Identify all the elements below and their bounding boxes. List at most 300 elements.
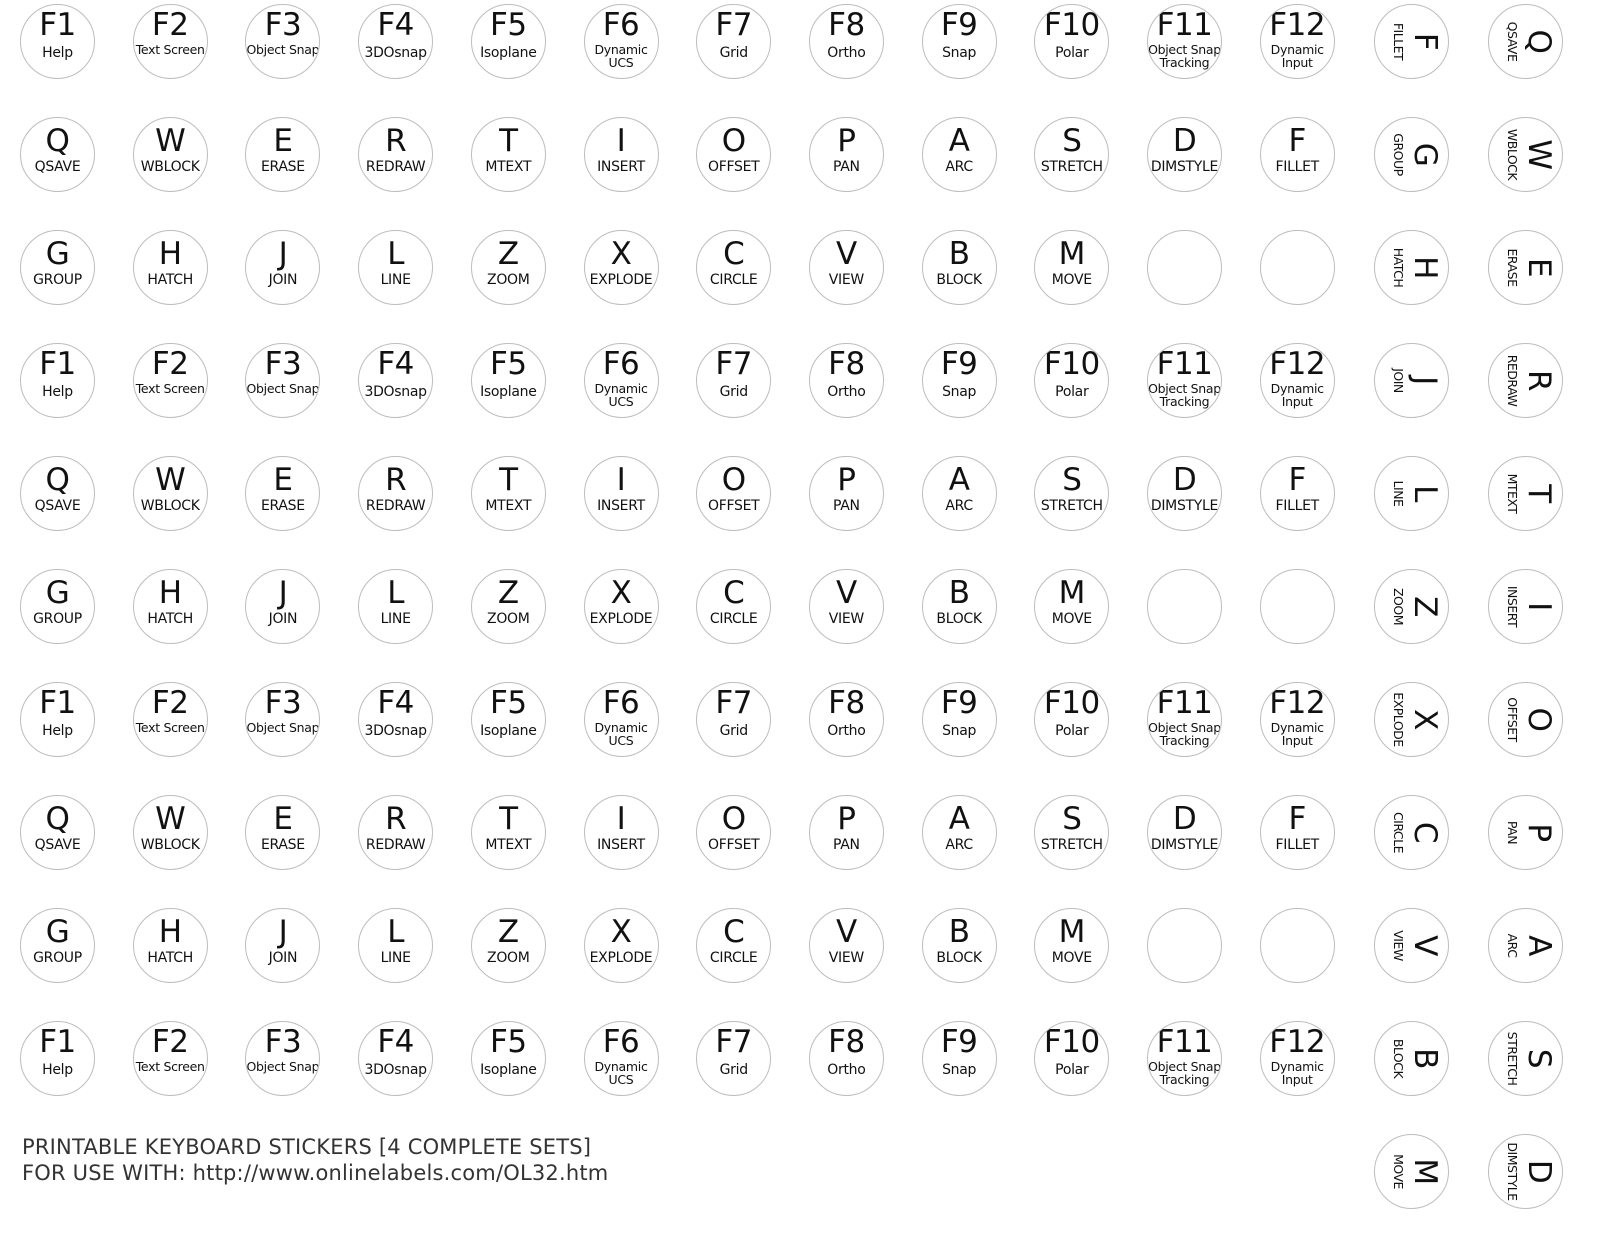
key-letter: F10 [1043, 1024, 1100, 1060]
command-label: OFFSET [708, 498, 760, 514]
key-sticker-f3 [245, 343, 320, 418]
key-sticker-j [1374, 343, 1449, 418]
command-label: DIMSTYLE [1150, 837, 1219, 853]
command-label: REDRAW [365, 498, 426, 514]
command-label: INSERT [1505, 585, 1520, 628]
key-sticker-f10 [1034, 682, 1109, 757]
key-sticker-f12 [1260, 343, 1335, 418]
key-sticker-r [358, 117, 433, 192]
key-letter: C [723, 236, 745, 272]
key-sticker-e [1488, 230, 1563, 305]
command-label: FILLET [1275, 498, 1319, 514]
key-letter: F11 [1156, 685, 1213, 721]
key-letter: F4 [377, 1024, 414, 1060]
key-letter: F1 [39, 346, 76, 382]
command-label: Dynamic Input [1270, 42, 1324, 70]
key-letter: D [1521, 1159, 1557, 1184]
key-letter: F [1407, 32, 1443, 51]
key-letter: F5 [490, 1024, 527, 1060]
key-sticker-f [1374, 4, 1449, 79]
key-letter: F6 [602, 685, 640, 721]
key-sticker-o [1488, 682, 1563, 757]
key-sticker-b [922, 908, 997, 983]
command-label: OFFSET [1505, 697, 1520, 742]
key-letter: F6 [602, 346, 640, 382]
key-letter: F2 [151, 346, 189, 382]
blank-sticker [1147, 230, 1222, 305]
key-sticker-t [471, 795, 546, 870]
command-label: ZOOM [487, 272, 530, 288]
key-sticker-j [245, 569, 320, 644]
command-label: Ortho [827, 384, 866, 400]
key-letter: W [1521, 139, 1557, 170]
key-sticker-p [809, 456, 884, 531]
command-label: INSERT [597, 837, 645, 853]
key-sticker-e [245, 117, 320, 192]
command-label: EXPLODE [589, 950, 653, 966]
key-sticker-d [1488, 1134, 1563, 1209]
key-sticker-f1 [20, 4, 95, 79]
command-label: QSAVE [1505, 21, 1520, 62]
key-letter: F7 [715, 346, 752, 382]
key-sticker-f4 [358, 343, 433, 418]
key-sticker-f6 [584, 343, 659, 418]
command-label: ZOOM [487, 611, 530, 627]
command-label: Object Snap [246, 1059, 320, 1074]
command-label: STRETCH [1505, 1031, 1520, 1086]
command-label: Ortho [827, 723, 866, 739]
command-label: Object Snap Tracking [1148, 42, 1221, 70]
command-label: FILLET [1391, 22, 1406, 61]
command-label: JOIN [268, 950, 298, 966]
key-letter: F10 [1043, 7, 1100, 43]
key-sticker-f7 [696, 4, 771, 79]
key-sticker-s [1034, 117, 1109, 192]
key-letter: A [948, 123, 970, 159]
key-sticker-w [133, 456, 208, 531]
key-sticker-m [1374, 1134, 1449, 1209]
key-sticker-f4 [358, 682, 433, 757]
key-letter: T [499, 123, 518, 159]
command-label: Object Snap Tracking [1148, 720, 1221, 748]
key-letter: S [1062, 801, 1082, 837]
key-letter: R [385, 801, 407, 837]
command-label: OFFSET [708, 159, 760, 175]
key-sticker-f7 [696, 1021, 771, 1096]
key-letter: Q [45, 123, 70, 159]
key-sticker-l [358, 908, 433, 983]
key-letter: E [273, 801, 293, 837]
key-letter: F8 [828, 1024, 865, 1060]
key-sticker-l [358, 569, 433, 644]
key-letter: H [158, 236, 182, 272]
command-label: LINE [1391, 480, 1406, 507]
command-label: BLOCK [936, 611, 982, 627]
command-label: ARC [1505, 933, 1520, 958]
key-letter: B [948, 236, 970, 272]
key-letter: J [278, 575, 288, 611]
blank-sticker [1260, 569, 1335, 644]
blank-sticker [1260, 908, 1335, 983]
key-letter: F11 [1156, 1024, 1213, 1060]
command-label: Ortho [827, 1062, 866, 1078]
command-label: ARC [945, 837, 973, 853]
key-sticker-s [1488, 1021, 1563, 1096]
key-sticker-a [922, 456, 997, 531]
key-sticker-f7 [696, 343, 771, 418]
key-sticker-i [584, 117, 659, 192]
command-label: Isoplane [480, 1062, 537, 1078]
key-sticker-c [696, 908, 771, 983]
key-letter: W [155, 123, 186, 159]
key-letter: F2 [151, 685, 189, 721]
key-letter: G [45, 914, 70, 950]
key-sticker-b [1374, 1021, 1449, 1096]
key-sticker-g [1374, 117, 1449, 192]
key-sticker-f12 [1260, 1021, 1335, 1096]
key-sticker-j [245, 230, 320, 305]
key-sticker-x [584, 908, 659, 983]
command-label: HATCH [147, 272, 193, 288]
key-sticker-d [1147, 456, 1222, 531]
key-letter: G [45, 236, 70, 272]
command-label: Dynamic UCS [594, 1059, 648, 1087]
key-letter: E [273, 123, 293, 159]
key-sticker-m [1034, 230, 1109, 305]
key-letter: X [610, 914, 632, 950]
key-letter: P [837, 123, 856, 159]
command-label: Snap [942, 1062, 977, 1078]
command-label: Dynamic Input [1270, 720, 1324, 748]
command-label: MTEXT [485, 159, 532, 175]
key-letter: F11 [1156, 7, 1213, 43]
key-sticker-f6 [584, 4, 659, 79]
key-sticker-p [1488, 795, 1563, 870]
key-letter: X [610, 575, 632, 611]
blank-sticker [1260, 230, 1335, 305]
command-label: HATCH [1391, 247, 1406, 288]
command-label: Object Snap [246, 381, 320, 396]
command-label: MTEXT [1505, 473, 1520, 514]
command-label: 3DOsnap [364, 723, 427, 739]
key-sticker-i [1488, 569, 1563, 644]
footer-title: PRINTABLE KEYBOARD STICKERS [4 COMPLETE SETS] [22, 1135, 592, 1159]
key-sticker-e [245, 456, 320, 531]
command-label: ERASE [260, 159, 305, 175]
command-label: MOVE [1051, 950, 1092, 966]
key-sticker-e [245, 795, 320, 870]
key-letter: M [1407, 1158, 1443, 1185]
key-letter: F2 [151, 1024, 189, 1060]
command-label: QSAVE [34, 498, 81, 514]
key-letter: F1 [39, 1024, 76, 1060]
command-label: CIRCLE [709, 272, 758, 288]
key-sticker-a [1488, 908, 1563, 983]
key-letter: M [1058, 236, 1085, 272]
key-letter: W [155, 462, 186, 498]
key-sticker-f8 [809, 343, 884, 418]
key-letter: Z [497, 236, 519, 272]
key-sticker-c [696, 569, 771, 644]
key-sticker-f4 [358, 4, 433, 79]
command-label: Polar [1055, 384, 1089, 400]
command-label: Grid [719, 384, 748, 400]
key-sticker-o [696, 456, 771, 531]
key-sticker-a [922, 795, 997, 870]
command-label: Grid [719, 45, 748, 61]
command-label: MOVE [1391, 1154, 1406, 1189]
key-letter: Q [45, 462, 70, 498]
key-sticker-g [20, 569, 95, 644]
key-sticker-i [584, 795, 659, 870]
command-label: QSAVE [34, 159, 81, 175]
command-label: HATCH [147, 611, 193, 627]
command-label: BLOCK [936, 272, 982, 288]
key-letter: F9 [940, 7, 978, 43]
key-letter: J [1407, 376, 1443, 385]
blank-sticker [1147, 569, 1222, 644]
command-label: Dynamic UCS [594, 381, 648, 409]
command-label: REDRAW [365, 159, 426, 175]
command-label: EXPLODE [589, 272, 653, 288]
key-letter: F7 [715, 7, 752, 43]
key-sticker-l [1374, 456, 1449, 531]
key-letter: I [1521, 602, 1557, 611]
key-letter: W [155, 801, 186, 837]
key-sticker-f5 [471, 682, 546, 757]
command-label: JOIN [268, 272, 298, 288]
key-sticker-r [358, 795, 433, 870]
command-label: Object Snap Tracking [1148, 1059, 1221, 1087]
command-label: REDRAW [1505, 354, 1520, 407]
key-letter: F1 [39, 7, 76, 43]
key-letter: F4 [377, 346, 414, 382]
key-letter: F5 [490, 346, 527, 382]
key-sticker-f10 [1034, 1021, 1109, 1096]
key-sticker-h [133, 908, 208, 983]
key-sticker-t [471, 117, 546, 192]
key-sticker-f8 [809, 1021, 884, 1096]
key-sticker-o [696, 117, 771, 192]
key-sticker-g [20, 230, 95, 305]
key-letter: D [1172, 801, 1197, 837]
key-letter: Q [45, 801, 70, 837]
key-letter: H [158, 575, 182, 611]
key-sticker-f11 [1147, 682, 1222, 757]
command-label: Help [42, 384, 73, 400]
key-letter: R [385, 462, 407, 498]
command-label: STRETCH [1040, 159, 1103, 175]
command-label: DIMSTYLE [1150, 159, 1219, 175]
key-letter: S [1521, 1048, 1557, 1069]
key-sticker-f12 [1260, 4, 1335, 79]
key-sticker-f8 [809, 682, 884, 757]
command-label: VIEW [828, 611, 864, 627]
key-letter: B [948, 575, 970, 611]
command-label: Dynamic UCS [594, 720, 648, 748]
key-sticker-w [133, 117, 208, 192]
key-letter: E [273, 462, 293, 498]
key-letter: J [278, 236, 288, 272]
command-label: EXPLODE [1391, 692, 1406, 747]
key-sticker-f5 [471, 4, 546, 79]
command-label: ERASE [1505, 248, 1520, 287]
key-sticker-g [20, 908, 95, 983]
command-label: ERASE [260, 498, 305, 514]
key-letter: Z [1407, 596, 1443, 617]
command-label: VIEW [828, 950, 864, 966]
command-label: Object Snap [246, 42, 320, 57]
key-letter: F8 [828, 685, 865, 721]
key-letter: H [158, 914, 182, 950]
key-letter: F1 [39, 685, 76, 721]
key-sticker-d [1147, 795, 1222, 870]
key-letter: T [499, 801, 518, 837]
key-sticker-p [809, 117, 884, 192]
key-sticker-d [1147, 117, 1222, 192]
key-letter: X [1407, 709, 1443, 730]
key-sticker-t [471, 456, 546, 531]
command-label: WBLOCK [140, 159, 200, 175]
command-label: DIMSTYLE [1150, 498, 1219, 514]
key-letter: F4 [377, 685, 414, 721]
key-letter: P [837, 801, 856, 837]
key-sticker-w [133, 795, 208, 870]
key-sticker-f7 [696, 682, 771, 757]
key-sticker-r [358, 456, 433, 531]
key-sticker-v [1374, 908, 1449, 983]
key-sticker-f1 [20, 343, 95, 418]
key-letter: X [610, 236, 632, 272]
key-sticker-w [1488, 117, 1563, 192]
command-label: Snap [942, 384, 977, 400]
key-sticker-b [922, 230, 997, 305]
key-letter: F12 [1269, 346, 1326, 382]
key-letter: G [1407, 142, 1443, 167]
key-letter: I [616, 123, 626, 159]
key-letter: M [1058, 575, 1085, 611]
key-sticker-f [1260, 117, 1335, 192]
command-label: FILLET [1275, 159, 1319, 175]
key-letter: Z [497, 575, 519, 611]
key-sticker-f2 [133, 4, 208, 79]
key-sticker-h [133, 569, 208, 644]
command-label: VIEW [828, 272, 864, 288]
key-sticker-z [471, 230, 546, 305]
key-sticker-l [358, 230, 433, 305]
key-sticker-f9 [922, 4, 997, 79]
key-sticker-f11 [1147, 4, 1222, 79]
key-sticker-f12 [1260, 682, 1335, 757]
key-letter: F [1288, 801, 1306, 837]
key-letter: O [721, 462, 746, 498]
key-letter: L [1407, 485, 1443, 502]
key-letter: F9 [940, 1024, 978, 1060]
command-label: Snap [942, 45, 977, 61]
key-letter: L [387, 575, 404, 611]
command-label: Isoplane [480, 45, 537, 61]
command-label: LINE [380, 611, 411, 627]
key-sticker-v [809, 230, 884, 305]
command-label: Help [42, 45, 73, 61]
key-letter: F5 [490, 7, 527, 43]
key-sticker-r [1488, 343, 1563, 418]
key-letter: E [1521, 257, 1557, 278]
key-letter: F10 [1043, 346, 1100, 382]
key-letter: F12 [1269, 1024, 1326, 1060]
command-label: Text Screen [135, 720, 205, 735]
key-letter: I [616, 462, 626, 498]
command-label: ZOOM [487, 950, 530, 966]
key-sticker-q [20, 456, 95, 531]
command-label: BLOCK [1391, 1038, 1406, 1079]
command-label: LINE [380, 950, 411, 966]
key-letter: F7 [715, 685, 752, 721]
command-label: STRETCH [1040, 498, 1103, 514]
command-label: DIMSTYLE [1505, 1142, 1520, 1201]
key-letter: O [1521, 707, 1557, 732]
command-label: 3DOsnap [364, 1062, 427, 1078]
key-letter: F6 [602, 7, 640, 43]
key-sticker-f8 [809, 4, 884, 79]
command-label: QSAVE [34, 837, 81, 853]
key-letter: J [278, 914, 288, 950]
key-letter: C [1407, 821, 1443, 844]
key-sticker-c [1374, 795, 1449, 870]
key-sticker-f9 [922, 1021, 997, 1096]
key-sticker-s [1034, 456, 1109, 531]
key-letter: F9 [940, 346, 978, 382]
command-label: Help [42, 1062, 73, 1078]
footer-url: FOR USE WITH: http://www.onlinelabels.com/OL32.htm [22, 1161, 609, 1185]
command-label: ERASE [260, 837, 305, 853]
key-letter: O [721, 123, 746, 159]
key-letter: P [837, 462, 856, 498]
command-label: Grid [719, 723, 748, 739]
key-letter: Z [497, 914, 519, 950]
key-letter: S [1062, 462, 1082, 498]
command-label: Grid [719, 1062, 748, 1078]
key-sticker-f11 [1147, 1021, 1222, 1096]
key-sticker-f [1260, 795, 1335, 870]
key-letter: V [836, 575, 857, 611]
key-sticker-f1 [20, 682, 95, 757]
key-letter: Q [1521, 29, 1557, 54]
command-label: Polar [1055, 1062, 1089, 1078]
key-sticker-h [1374, 230, 1449, 305]
footer [22, 1134, 608, 1186]
key-letter: F7 [715, 1024, 752, 1060]
key-sticker-f3 [245, 4, 320, 79]
command-label: CIRCLE [709, 950, 758, 966]
key-sticker-q [20, 795, 95, 870]
command-label: PAN [833, 498, 860, 514]
key-letter: V [836, 236, 857, 272]
key-sticker-f [1260, 456, 1335, 531]
command-label: MTEXT [485, 498, 532, 514]
key-letter: R [385, 123, 407, 159]
command-label: OFFSET [708, 837, 760, 853]
key-sticker-m [1034, 569, 1109, 644]
key-sticker-f6 [584, 1021, 659, 1096]
key-letter: T [1521, 484, 1557, 503]
key-letter: F [1288, 123, 1306, 159]
key-letter: C [723, 914, 745, 950]
key-sticker-f2 [133, 1021, 208, 1096]
key-sticker-c [696, 230, 771, 305]
key-letter: D [1172, 123, 1197, 159]
key-letter: T [499, 462, 518, 498]
